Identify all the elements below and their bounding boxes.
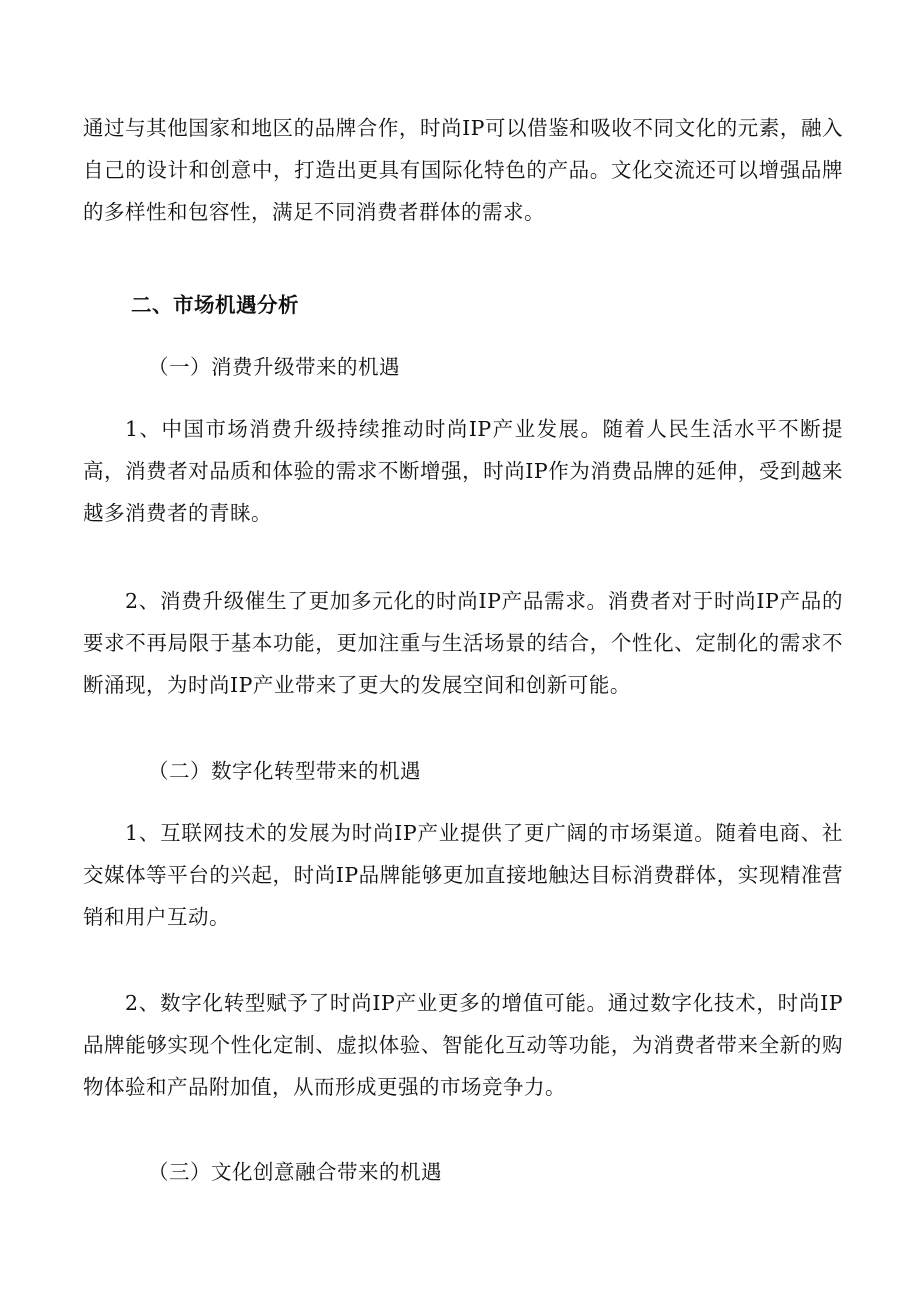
section-heading-market-opportunities: 二、市场机遇分析	[131, 293, 299, 317]
subheading-consumption-upgrade: （一）消费升级带来的机遇	[148, 355, 400, 379]
paragraph-digital-2: 2、数字化转型赋予了时尚IP产业更多的增值可能。通过数字化技术，时尚IP品牌能够实现个性化定制、虚拟体验、智能化互动等功能，为消费者带来全新的购物体验和产品附加值，从而形成更强的市场竞争力。	[83, 991, 843, 1099]
paragraph-digital-1: 1、互联网技术的发展为时尚IP产业提供了更广阔的市场渠道。随着电商、社交媒体等平台的兴起，时尚IP品牌能够更加直接地触达目标消费群体，实现精准营销和用户互动。	[83, 821, 843, 929]
subheading-digital-transformation: （二）数字化转型带来的机遇	[148, 759, 421, 783]
subheading-cultural-creativity: （三）文化创意融合带来的机遇	[148, 1160, 442, 1184]
paragraph-consumption-1: 1、中国市场消费升级持续推动时尚IP产业发展。随着人民生活水平不断提高，消费者对品质和体验的需求不断增强，时尚IP作为消费品牌的延伸，受到越来越多消费者的青睐。	[83, 417, 843, 525]
paragraph-consumption-2: 2、消费升级催生了更加多元化的时尚IP产品需求。消费者对于时尚IP产品的要求不再局限于基本功能，更加注重与生活场景的结合，个性化、定制化的需求不断涌现，为时尚IP产业带来了更大的发展空间和创新可能。	[83, 589, 843, 697]
paragraph-cultural-exchange: 通过与其他国家和地区的品牌合作，时尚IP可以借鉴和吸收不同文化的元素，融入自己的设计和创意中，打造出更具有国际化特色的产品。文化交流还可以增强品牌的多样性和包容性，满足不同消费者群体的需求。	[83, 116, 843, 224]
